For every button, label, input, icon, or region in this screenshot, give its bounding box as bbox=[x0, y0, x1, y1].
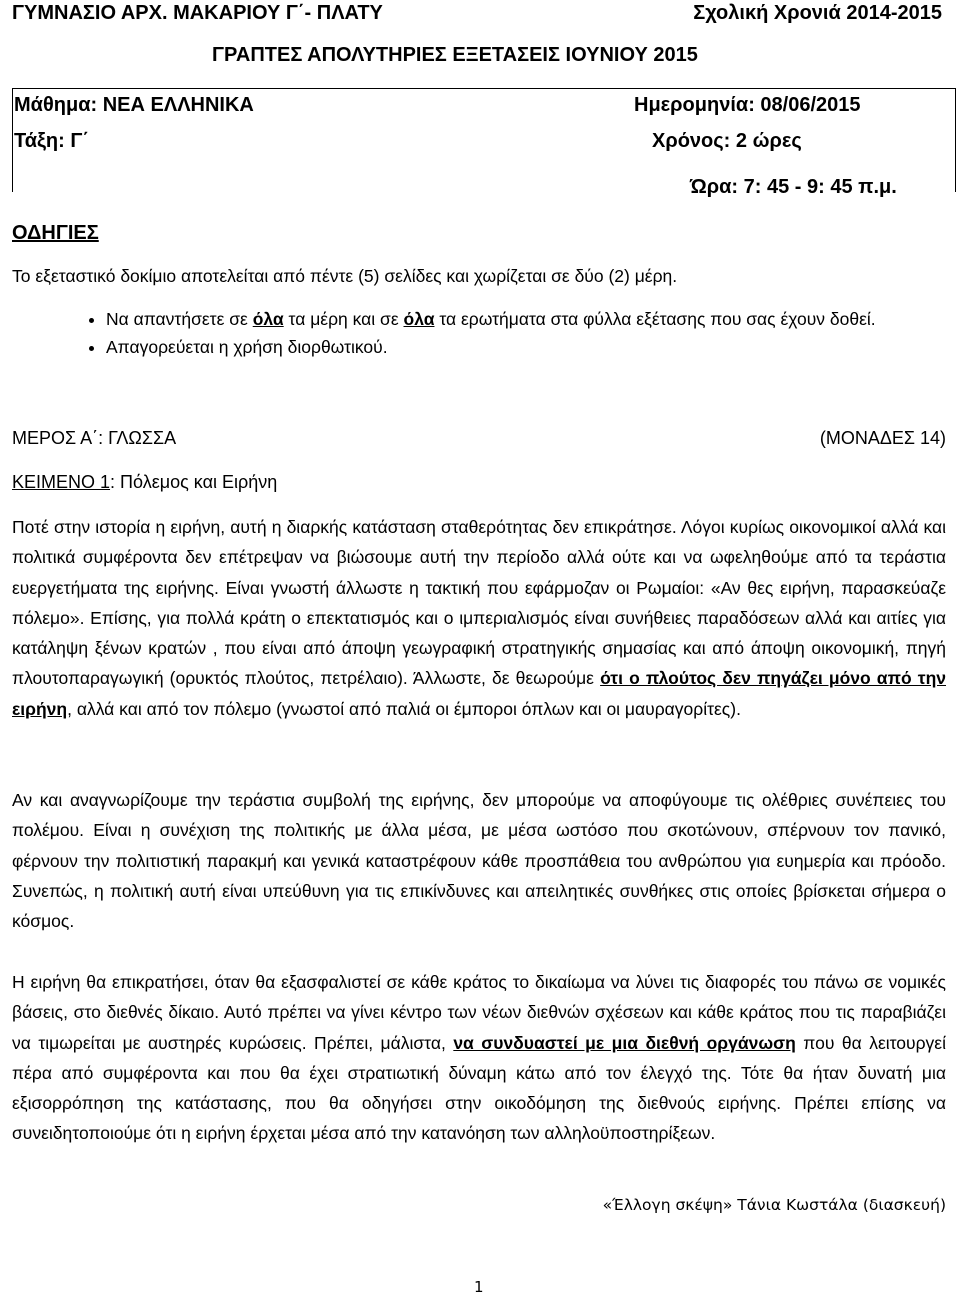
school-year: Σχολική Χρονιά 2014-2015 bbox=[693, 2, 942, 24]
school-name: ΓΥΜΝΑΣΙΟ ΑΡΧ. ΜΑΚΑΡΙΟΥ Γ΄- ΠΛΑΤΥ bbox=[12, 2, 383, 24]
class-label: Τάξη: Γ΄ bbox=[14, 130, 90, 152]
instructions-list bbox=[80, 306, 960, 360]
paragraph-3: Η ειρήνη θα επικρατήσει, όταν θα εξασφαλιστεί σε κάθε κράτος το δικαίωμα να λύνει τις διαφορές του πάνω σε νομικές βάσεις, στο διεθνές δίκαιο. Αυτό πρέπει να γίνει κέντρο των νέων διεθνών σχέσεων και κάθε κράτος που τις παραβιάζει να τιμωρείται με αυστηρές κυρώσεις. Πρέπει, μάλιστα, να συνδυαστεί με μια διεθνή οργάνωση που θα λειτουργεί πέρα από συμφέροντα και που θα έχει στρατιωτική δύναμη κάτω από τον έλεγχό της. Τότε θα ήταν δυνατή μια εξισορρόπηση της κατάστασης, που θα οδηγήσει στην οικοδόμηση της διεθνούς ειρήνης. Πρέπει επίσης να συνειδητοποιούμε ότι η ειρήνη έρχεται μέσα από την κατανόηση των αλληλοϋποστηρίξεων. bbox=[12, 972, 946, 1144]
exam-date: Ημερομηνία: 08/06/2015 bbox=[634, 94, 861, 116]
text-1-title: ΚΕΙΜΕΝΟ 1: Πόλεμος και Ειρήνη bbox=[12, 472, 278, 492]
exam-duration: Χρόνος: 2 ώρες bbox=[652, 130, 802, 152]
instructions-title: ΟΔΗΓΙΕΣ bbox=[12, 222, 99, 244]
subject-label: Μάθημα: ΝΕΑ ΕΛΛΗΝΙΚΑ bbox=[14, 94, 254, 116]
part-a-title: ΜΕΡΟΣ Α΄: ΓΛΩΣΣΑ bbox=[12, 428, 177, 448]
instruction-item: • Απαγορεύεται η χρήση διορθωτικού. bbox=[106, 334, 960, 360]
paragraph-1: Ποτέ στην ιστορία η ειρήνη, αυτή η διαρκής κατάσταση σταθερότητας δεν επικράτησε. Λόγοι κυρίως οικονομικοί αλλά και πολιτικά συμφέροντα δεν επέτρεψαν να βιώσουμε αυτή την περίοδο αλλά ούτε και να ωφεληθούμε από τα τεράστια ευεργετήματα της ειρήνης. Είναι γνωστή άλλωστε η τακτική που εφάρμοζαν οι Ρωμαίοι: «Αν θες ειρήνη, παρασκεύαζε πόλεμο». Επίσης, για πολλά κράτη ο επεκτατισμός και ο ιμπεριαλισμός είναι συνήθειες παραδόσεων αλλά και αιτίες για κατάληψη ξένων κρατών , που είναι από άποψη γεωγραφική στρατηγικής σημασίας και από άποψη οικονομική, πηγή πλουτοπαραγωγική (ορυκτός πλούτος, πετρέλαιο). Άλλωστε, δε θεωρούμε ότι ο πλούτος δεν πηγάζει μόνο από την ειρήνη, αλλά και από τον πόλεμο (γνωστοί από παλιά οι έμποροι όπλων και οι μαυραγορίτες). bbox=[12, 517, 946, 719]
instruction-item: • Να απαντήσετε σε όλα τα μέρη και σε όλα τα ερωτήματα στα φύλλα εξέτασης που σας έχουν δοθεί. bbox=[106, 306, 960, 332]
text-source: «Έλλογη σκέψη» Τάνια Κωστάλα (διασκευή) bbox=[602, 1196, 946, 1214]
part-a-units: (ΜΟΝΑΔΕΣ 14) bbox=[819, 428, 946, 448]
exam-time: Ώρα: 7: 45 - 9: 45 π.μ. bbox=[690, 176, 897, 198]
paragraph-2: Αν και αναγνωρίζουμε την τεράστια συμβολή της ειρήνης, δεν μπορούμε να αποφύγουμε τις ολέθριες συνέπειες του πολέμου. Είναι η συνέχιση της πολιτικής με άλλα μέσα, με μέσα ωστόσο που σκοτώνουν, σπέρνουν τον πανικό, φέρνουν την πολιτιστική παρακμή και γενικά καταστρέφουν κάθε προσπάθεια του ανθρώπου για ευημερία και πρόοδο. Συνεπώς, η πολιτική αυτή είναι υπεύθυνη για τις επικίνδυνες και απειλητικές συνθήκες στις οποίες βρίσκεται σήμερα ο κόσμος. bbox=[12, 790, 946, 932]
exam-title: ΓΡΑΠΤΕΣ ΑΠΟΛΥΤΗΡΙΕΣ ΕΞΕΤΑΣΕΙΣ ΙΟΥΝΙΟΥ 2015 bbox=[212, 44, 698, 66]
page-number: 1 bbox=[474, 1278, 484, 1296]
instructions-intro: Το εξεταστικό δοκίμιο αποτελείται από πέντε (5) σελίδες και χωρίζεται σε δύο (2) μέρη. bbox=[12, 266, 678, 286]
